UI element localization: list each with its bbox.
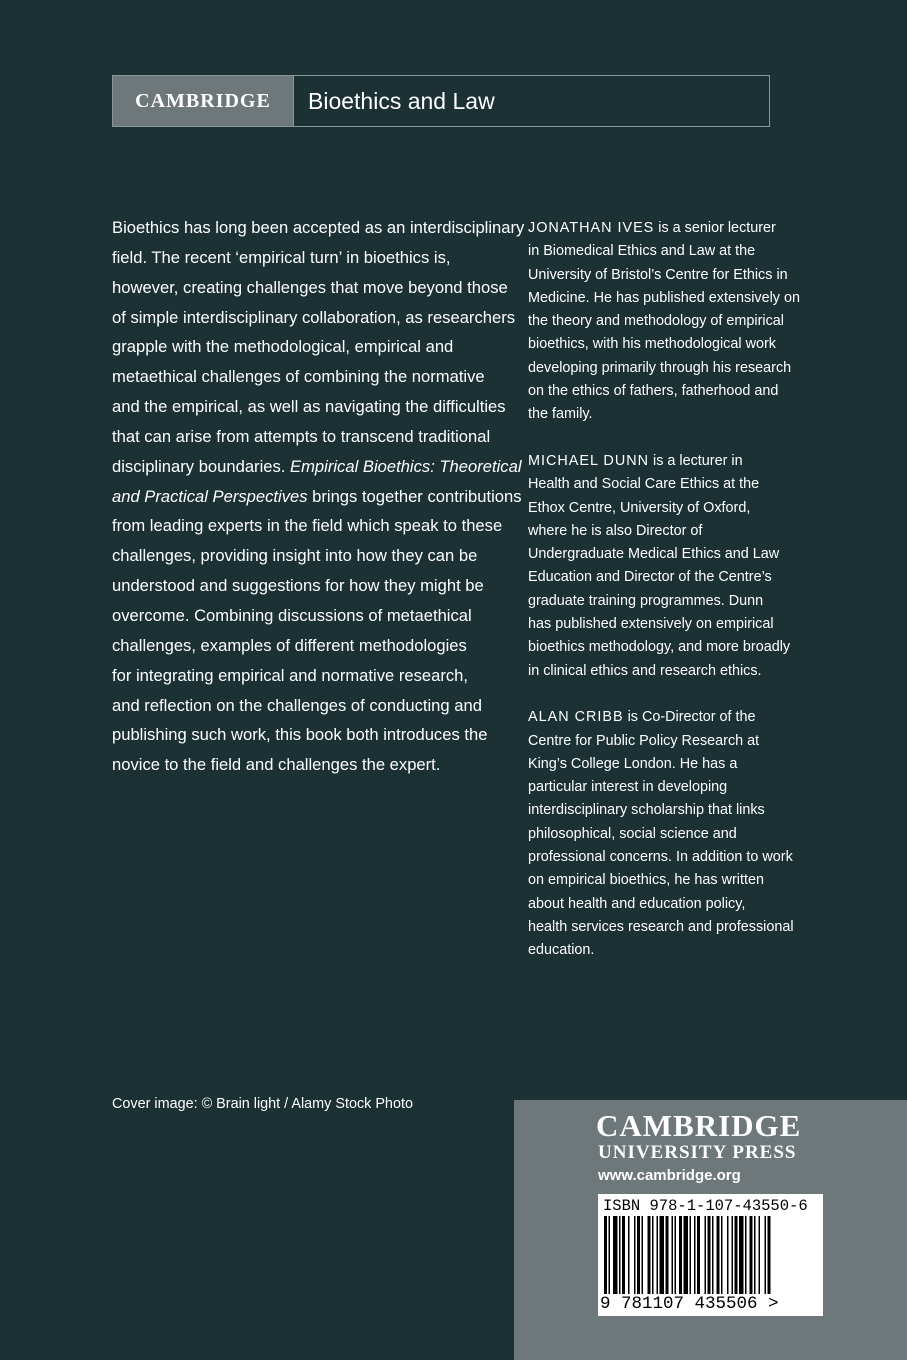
blurb-line: field. The recent ‘empirical turn’ in bioethics is, xyxy=(112,247,451,267)
blurb-line: and reflection on the challenges of conducting and xyxy=(112,695,482,715)
bio-line: has published extensively on empirical xyxy=(528,616,774,633)
blurb-line: for integrating empirical and normative research, xyxy=(112,665,469,685)
bio-first-line xyxy=(528,217,818,240)
blurb-line: however, creating challenges that move beyond those xyxy=(112,277,508,297)
barcode-digits: 9 781107 435506 > xyxy=(600,1294,779,1314)
bio-line: in Biomedical Ethics and Law at the xyxy=(528,243,756,260)
series-title: Bioethics and Law xyxy=(293,76,769,126)
bio-line: Undergraduate Medical Ethics and Law xyxy=(528,546,780,563)
author-bio-dunn xyxy=(528,450,818,683)
blurb-text: disciplinary boundaries. xyxy=(112,456,291,476)
author-bio-cribb xyxy=(528,706,818,962)
bio-line: Ethox Centre, University of Oxford, xyxy=(528,499,751,516)
bio-line: bioethics methodology, and more broadly xyxy=(528,639,791,656)
bio-line: developing primarily through his research xyxy=(528,359,792,376)
author-bio-ives xyxy=(528,217,818,427)
bio-line: University of Bristol’s Centre for Ethics in xyxy=(528,266,788,283)
blurb-line: Bioethics has long been accepted as an interdisciplinary xyxy=(112,218,525,237)
bio-line: on the ethics of fathers, fatherhood and xyxy=(528,383,779,400)
blurb-line: metaethical challenges of combining the normative xyxy=(112,367,485,387)
bio-line: where he is also Director of xyxy=(528,522,703,539)
bio-line: philosophical, social science and xyxy=(528,825,737,842)
blurb-line: and the empirical, as well as navigating the difficulties xyxy=(112,397,506,417)
blurb-line xyxy=(112,482,522,512)
book-blurb xyxy=(112,213,525,780)
bio-line: Health and Social Care Ethics at the xyxy=(528,476,760,493)
bio-line: the family. xyxy=(528,406,593,423)
barcode-bars xyxy=(602,1216,819,1294)
publisher-subname: UNIVERSITY PRESS xyxy=(598,1142,797,1163)
blurb-line: from leading experts in the field which speak to these xyxy=(112,516,503,536)
bio-line: the theory and methodology of empirical xyxy=(528,313,784,330)
bio-text: is a lecturer in xyxy=(649,452,743,469)
bio-line: interdisciplinary scholarship that links xyxy=(528,802,765,819)
cover-image-credit: Cover image: © Brain light / Alamy Stock Photo xyxy=(112,1096,413,1112)
bio-first-line xyxy=(528,706,818,729)
bio-line: graduate training programmes. Dunn xyxy=(528,592,764,609)
blurb-line: of simple interdisciplinary collaboration, as researchers xyxy=(112,307,516,327)
publisher-logo: CAMBRIDGE xyxy=(596,1108,802,1143)
blurb-line xyxy=(112,452,522,482)
author-name: MICHAEL DUNN xyxy=(528,452,650,469)
blurb-line: novice to the field and challenges the expert. xyxy=(112,755,441,775)
author-bios xyxy=(528,217,818,986)
book-title-italic: and Practical Perspectives xyxy=(112,486,308,506)
bio-line: about health and education policy, xyxy=(528,895,746,912)
bio-text: is a senior lecturer xyxy=(654,220,776,236)
bio-line: education. xyxy=(528,942,595,959)
blurb-text: brings together contributions xyxy=(307,486,522,506)
bio-line: in clinical ethics and research ethics. xyxy=(528,662,762,679)
bio-line: Education and Director of the Centre’s xyxy=(528,569,772,586)
bio-text: is Co-Director of the xyxy=(623,709,756,726)
bio-line: health services research and professional xyxy=(528,918,794,935)
bio-line: Centre for Public Policy Research at xyxy=(528,732,760,749)
series-brand-logo: CAMBRIDGE xyxy=(113,76,293,126)
blurb-line: understood and suggestions for how they might be xyxy=(112,576,484,596)
bio-first-line xyxy=(528,450,818,473)
bio-line: Medicine. He has published extensively on xyxy=(528,289,800,306)
blurb-line: that can arise from attempts to transcend traditional xyxy=(112,426,491,446)
author-name: ALAN CRIBB xyxy=(528,709,624,726)
bio-line: on empirical bioethics, he has written xyxy=(528,872,764,889)
isbn-number: ISBN 978-1-107-43550-6 xyxy=(603,1197,808,1215)
series-banner xyxy=(112,75,770,127)
bio-line: King’s College London. He has a xyxy=(528,755,738,772)
publisher-url: www.cambridge.org xyxy=(598,1167,741,1184)
blurb-line: grapple with the methodological, empirical and xyxy=(112,337,454,357)
bio-line: bioethics, with his methodological work xyxy=(528,336,776,353)
book-title-italic: Empirical Bioethics: Theoretical xyxy=(290,456,522,476)
blurb-line: overcome. Combining discussions of metaethical xyxy=(112,605,472,625)
blurb-line: publishing such work, this book both introduces the xyxy=(112,725,488,745)
blurb-line: challenges, providing insight into how they can be xyxy=(112,546,478,566)
bio-line: particular interest in developing xyxy=(528,779,728,796)
bio-line: professional concerns. In addition to work xyxy=(528,849,793,866)
isbn-barcode xyxy=(598,1194,823,1316)
blurb-line: challenges, examples of different methodologies xyxy=(112,635,467,655)
author-name: JONATHAN IVES xyxy=(528,220,655,236)
publisher-panel xyxy=(514,1100,907,1360)
